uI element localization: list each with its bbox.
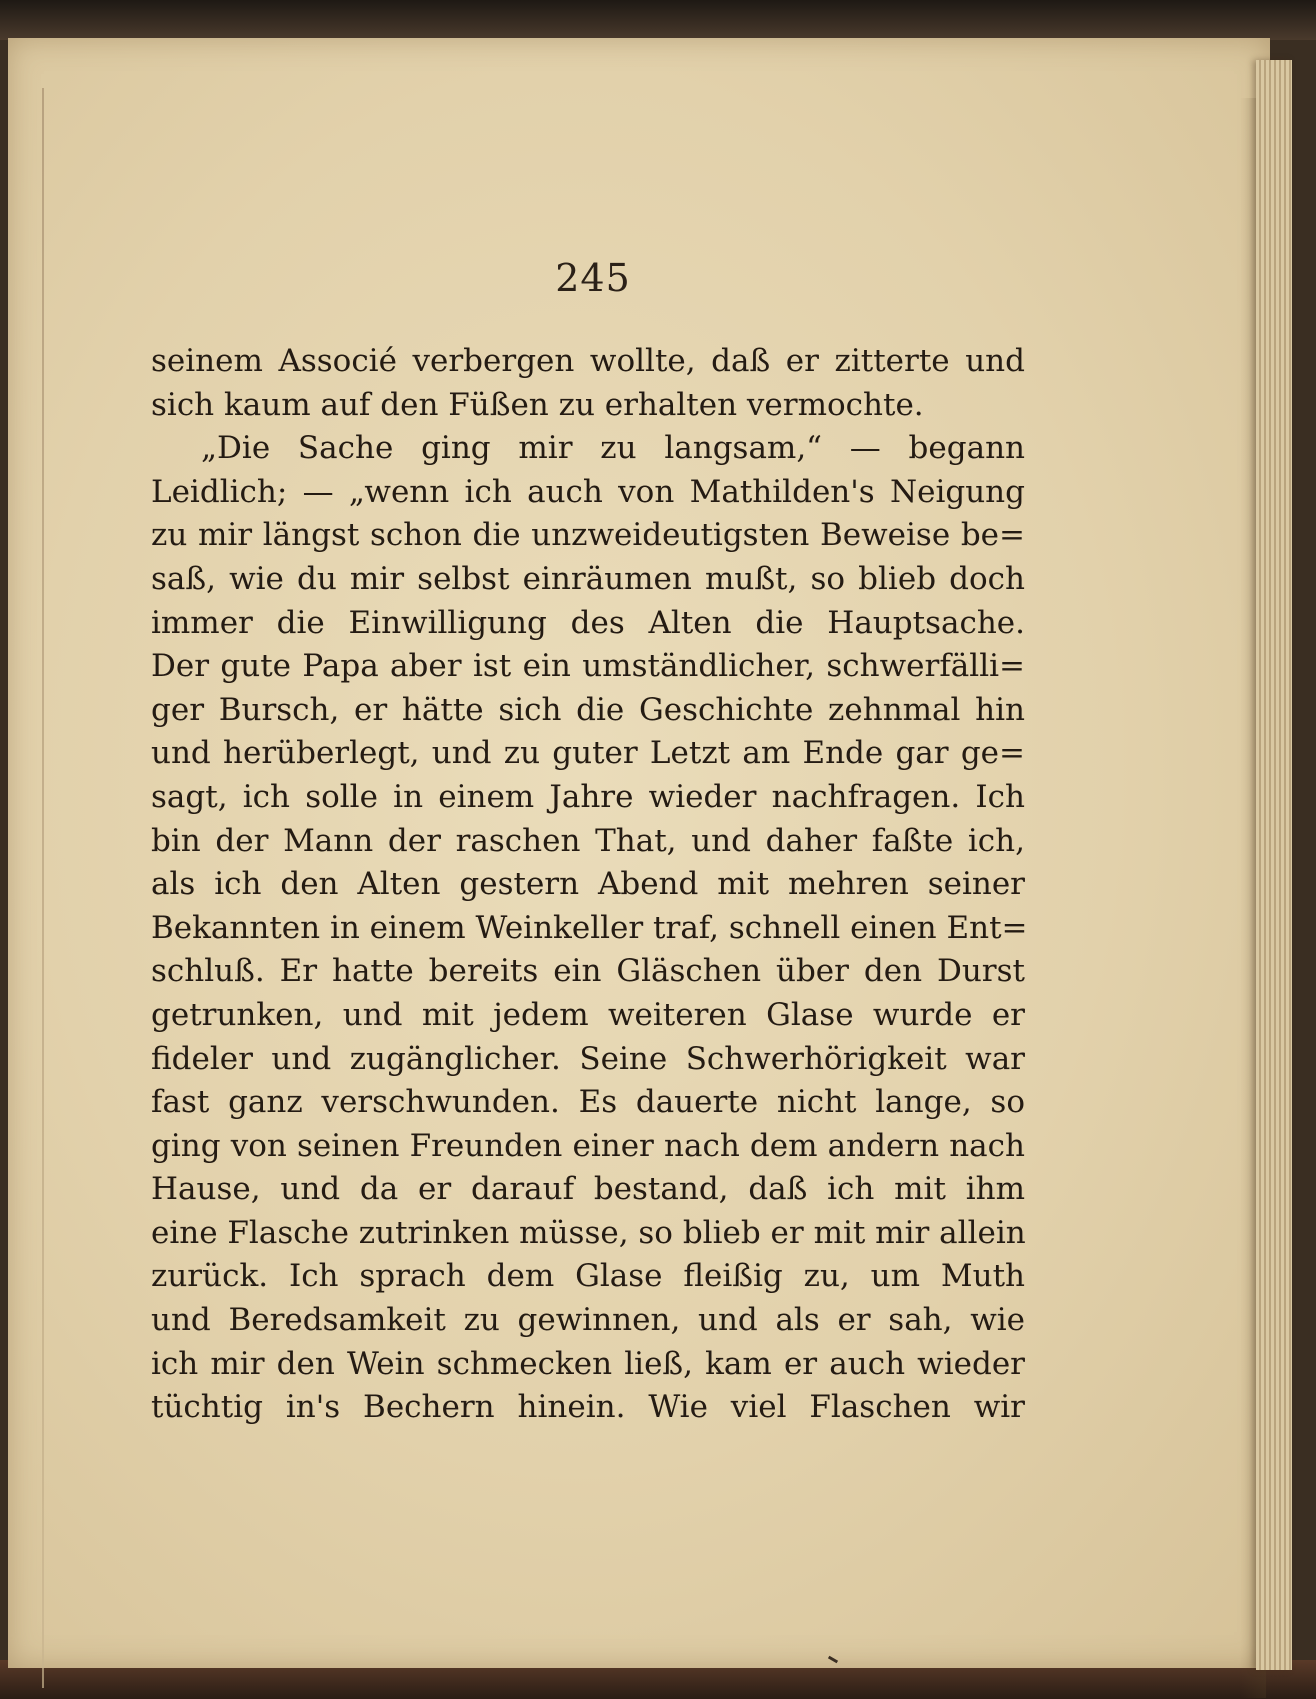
body-text (151, 340, 1028, 1430)
gutter-line (42, 88, 44, 1688)
text-line: tüchtig in's Bechern hinein. Wie viel Flaschen wir (151, 1389, 1025, 1426)
print-speck (828, 1656, 838, 1664)
text-line: Der gute Papa aber ist ein umständlicher, schwerfälli= (151, 648, 1025, 685)
text-line: fast ganz verschwunden. Es dauerte nicht lange, so (151, 1084, 1025, 1121)
text-line: ger Bursch, er hätte sich die Geschichte zehnmal hin (151, 691, 1025, 728)
text-line: saß, wie du mir selbst einräumen mußt, so blieb doch (151, 560, 1025, 597)
page-stack-edge (1256, 60, 1292, 1670)
book-cover-edge-top (0, 0, 1316, 40)
text-line: Leidlich; — „wenn ich auch von Mathilden's Neigung (151, 473, 1025, 510)
book-page (8, 38, 1270, 1668)
text-line: „Die Sache ging mir zu langsam,“ — begann (201, 430, 1025, 467)
text-line: immer die Einwilligung des Alten die Hauptsache. (151, 604, 1025, 641)
page-number: 245 (555, 256, 631, 300)
text-line: Hause, und da er darauf bestand, daß ich mit ihm (151, 1171, 1025, 1208)
text-line: sich kaum auf den Füßen zu erhalten vermochte. (151, 386, 924, 423)
text-line: ich mir den Wein schmecken ließ, kam er auch wieder (151, 1345, 1025, 1382)
text-line: seinem Associé verbergen wollte, daß er zitterte und (151, 343, 1025, 379)
text-line: bin der Mann der raschen That, und daher faßte ich, (151, 822, 1025, 859)
text-line: schluß. Er hatte bereits ein Gläschen über den Durst (151, 953, 1025, 990)
text-line: sagt, ich solle in einem Jahre wieder nachfragen. Ich (151, 778, 1025, 815)
text-line: zu mir längst schon die unzweideutigsten Beweise be= (151, 517, 1025, 554)
text-line: getrunken, und mit jedem weiteren Glase wurde er (151, 996, 1025, 1033)
text-line: Bekannten in einem Weinkeller traf, schnell einen Ent= (151, 909, 1028, 946)
text-line: fideler und zugänglicher. Seine Schwerhörigkeit war (151, 1040, 1025, 1077)
text-line: ging von seinen Freunden einer nach dem andern nach (151, 1127, 1025, 1164)
text-line: und Beredsamkeit zu gewinnen, und als er sah, wie (151, 1302, 1025, 1339)
text-line: als ich den Alten gestern Abend mit mehren seiner (151, 866, 1025, 903)
text-line: eine Flasche zutrinken müsse, so blieb er mit mir allein (151, 1214, 1026, 1251)
text-line: und herüberlegt, und zu guter Letzt am Ende gar ge= (151, 735, 1025, 772)
text-line: zurück. Ich sprach dem Glase fleißig zu, um Muth (151, 1258, 1025, 1295)
